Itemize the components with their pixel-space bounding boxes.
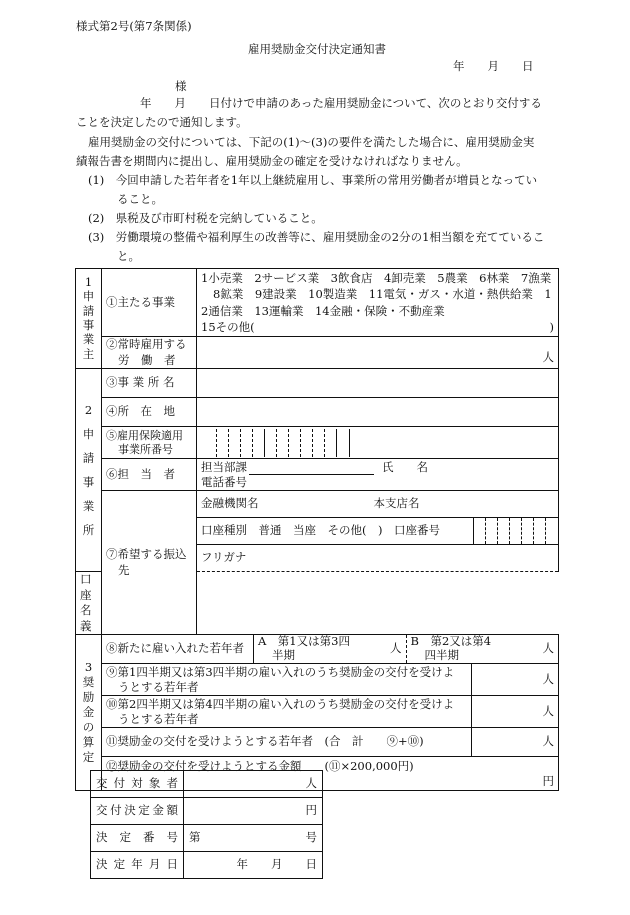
main-business-label: ①主たる事業	[102, 269, 197, 337]
body-paragraph-1-cont: ことを決定したので通知します。	[76, 115, 248, 129]
section-3-label: 3奨励金の算定	[76, 635, 102, 791]
office-name-label: ③事 業 所 名	[102, 369, 197, 398]
regular-workers-field[interactable]: 人	[197, 337, 559, 369]
grant-amount-label: ⑫奨励金の交付を受けようとする金額 (⑪×200,000円)	[106, 758, 414, 773]
body-paragraph-2-cont: 績報告書を期間内に提出し、雇用奨励金の確定を受けなければなりません。	[76, 154, 468, 168]
q2q4-hires-row	[102, 696, 559, 728]
decision-date-field[interactable]: 年 月 日	[184, 852, 323, 879]
address-label: ④所 在 地	[102, 398, 197, 427]
insurance-number-label: ⑤雇用保険適用 事業所番号	[102, 427, 197, 459]
address-field[interactable]	[197, 398, 559, 427]
new-hires-label: ⑧新たに雇い入れた若年者	[102, 635, 254, 663]
account-type-field[interactable]: 口座種別 普通 当座 その他( ) 口座番号	[197, 518, 559, 545]
new-hires-row	[102, 635, 559, 664]
application-table	[75, 268, 559, 791]
target-label: 交付対象者	[91, 771, 184, 798]
new-hires-b-field[interactable]: B 第2又は第4 四半期 人	[410, 634, 554, 663]
condition-3-cont: と。	[117, 249, 140, 263]
office-name-field[interactable]	[197, 369, 559, 398]
amount-field[interactable]: 円	[184, 798, 323, 825]
new-hires-a-field[interactable]: A 第1又は第3四 半期 人	[254, 635, 407, 663]
main-business-options[interactable]: 1小売業 2サービス業 3飲食店 4卸売業 5農業 6林業 7漁業 8鉱業 9建設業 10製造業 11電気・ガス・水道・熱供給業 1 2通信業 13運輸業 14金融・保険・不動産業 15その他( )	[197, 269, 559, 337]
issue-date: 年 月 日	[453, 59, 534, 73]
furigana-field[interactable]: フリガナ	[197, 545, 559, 572]
q2q4-hires-label: ⑩第2四半期又は第4四半期の雇い入れのうち奨励金の交付を受けよ うとする若年者	[102, 696, 472, 727]
insurance-number-field[interactable]	[197, 427, 559, 459]
contact-person-label: ⑥担 当 者	[102, 459, 197, 491]
q1q3-hires-field[interactable]: 人	[542, 671, 554, 686]
target-field[interactable]: 人	[184, 771, 323, 798]
section-1-label: 1申請事業主	[76, 269, 102, 369]
decision-date-label: 決定年月日	[91, 852, 184, 879]
regular-workers-label: ②常時雇用する 労 働 者	[102, 337, 197, 369]
bank-transfer-label: ⑦希望する振込 先	[102, 491, 197, 635]
q1q3-hires-row	[102, 664, 559, 696]
amount-label: 交付決定金額	[91, 798, 184, 825]
account-holder-field[interactable]: 口座名義	[76, 572, 102, 635]
total-hires-row	[102, 728, 559, 757]
q2q4-hires-field[interactable]: 人	[542, 703, 554, 718]
document-title: 雇用奨励金交付決定通知書	[248, 42, 386, 56]
section-2-label: 2申請事業所	[76, 369, 102, 572]
bank-name-field[interactable]: 金融機関名 本支店名	[197, 491, 559, 518]
condition-1: (1) 今回申請した若年者を1年以上継続雇用し、事業所の常用労働者が増員となってい	[88, 173, 538, 187]
q1q3-hires-label: ⑨第1四半期又は第3四半期の雇い入れのうち奨励金の交付を受けよ うとする若年者	[102, 664, 472, 695]
total-hires-label: ⑪奨励金の交付を受けようとする若年者 (合 計 ⑨+⑩)	[102, 728, 472, 756]
condition-3: (3) 労働環境の整備や福利厚生の改善等に、雇用奨励金の2分の1相当額を充てているこ	[88, 230, 545, 244]
decision-number-label: 決定番号	[91, 825, 184, 852]
body-paragraph-2: 雇用奨励金の交付については、下記の(1)～(3)の要件を満たした場合に、雇用奨励金実	[88, 135, 535, 149]
total-hires-field[interactable]: 人	[542, 734, 554, 749]
body-paragraph-1: 年 月 日付けで申請のあった雇用奨励金について、次のとおり交付する	[140, 96, 542, 110]
form-number: 様式第2号(第7条関係)	[76, 19, 192, 33]
condition-2: (2) 県税及び市町村税を完納していること。	[88, 211, 323, 225]
addressee-suffix: 様	[175, 79, 187, 93]
condition-1-cont: ること。	[117, 192, 163, 206]
decision-summary-table	[90, 770, 323, 879]
contact-person-field[interactable]: 担当部課 氏 名 電話番号	[197, 459, 559, 491]
grant-amount-row[interactable]: ⑫奨励金の交付を受けようとする金額 (⑪×200,000円) 円	[102, 757, 559, 791]
decision-number-field[interactable]: 第 号	[184, 825, 323, 852]
